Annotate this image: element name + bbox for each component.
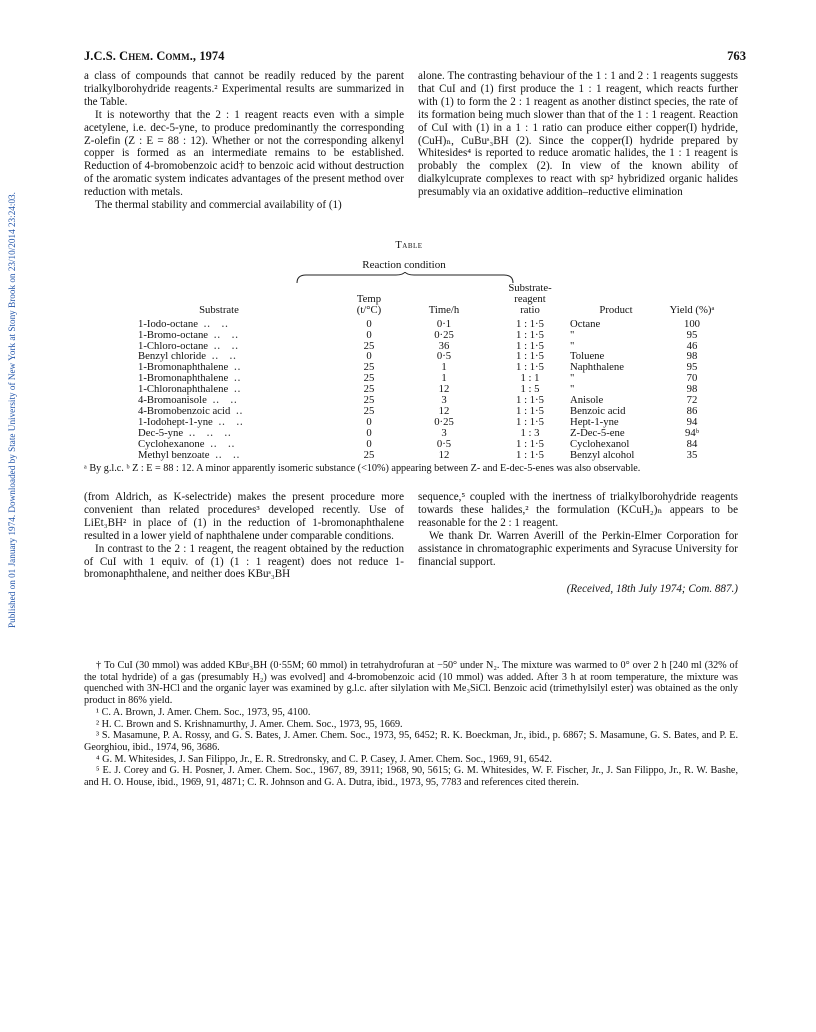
yield-cell: 46 — [686, 339, 698, 352]
header-yield: Yield (%)ᵃ — [669, 303, 715, 316]
yield-cell: 95 — [686, 328, 698, 341]
substrate-name: 1-Bromo-octane — [138, 328, 209, 341]
product-cell: Anisole — [570, 394, 604, 407]
product-cell: " — [570, 339, 575, 352]
substrate-name: Methyl benzoate — [138, 448, 210, 461]
temp-cell: 0 — [366, 328, 372, 341]
leader-dots: ‥ ‥ — [213, 339, 243, 352]
footnote-dagger: † To CuI (30 mmol) was added KBuˢ₃BH (0·55M; 60 mmol) in tetrahydrofuran at −50° under N₂. The mixture was warmed to 0° over 2 h [240 ml (32% of the total hydride) of a gas (presumably H₂) was evolved] and 4-bromobenzoic acid (10 mmol) was added. After 3 h at room temperature, the mixture was quenched with 3N-HCl and the organic layer was examined by g.l.c. after silylation with Me₃SiCl. Benzoic acid (trimethylsilyl ester) was obtained as the only product in 86% yield. — [84, 660, 738, 707]
product-cell: Hept-1-yne — [570, 415, 619, 428]
ratio-cell: 1 : 1·5 — [516, 394, 544, 407]
yield-cell: 70 — [686, 372, 698, 385]
yield-cell: 100 — [683, 317, 701, 330]
yield-cell: 86 — [686, 404, 698, 417]
header-substrate: Substrate — [199, 303, 239, 316]
received-text: (Received, 18th July 1974; — [566, 583, 686, 596]
substrate-name: 1-Iodo-octane — [138, 317, 198, 330]
product-cell: " — [570, 372, 575, 385]
running-header — [84, 49, 225, 64]
acknowledgement: We thank Dr. Warren Averill of the Perkin-Elmer Corporation for assistance in chromatographic experiments and Syracuse University for financial support. — [418, 529, 738, 568]
substrate-name: 4-Bromobenzoic acid — [138, 404, 231, 417]
substrate-name: 1-Iodohept-1-yne — [138, 415, 213, 428]
leader-dots: ‥ ‥ — [209, 437, 239, 450]
download-provenance-sidebar — [6, 150, 18, 670]
product-cell: " — [570, 383, 575, 396]
time-cell: 0·25 — [434, 415, 454, 428]
substrate-name: 4-Bromoanisole — [138, 394, 207, 407]
body-left-column-bottom — [84, 491, 404, 581]
ratio-cell: 1 : 1·5 — [516, 448, 544, 461]
substrate-name: 1-Chloronaphthalene — [138, 383, 229, 396]
product-cell: Cyclohexanol — [570, 437, 630, 450]
time-cell: 12 — [438, 404, 450, 417]
temp-cell: 0 — [366, 317, 372, 330]
ratio-cell: 1 : 1·5 — [516, 437, 544, 450]
substrate-name: Cyclohexanone — [138, 437, 205, 450]
leader-dots: ‥ ‥ — [211, 350, 241, 363]
table-header-row — [138, 283, 722, 319]
paragraph: a class of compounds that cannot be readily reduced by the parent trialkylborohydride reagents.² Experimental results are summarized in the Table. — [84, 70, 404, 108]
leader-dots: ‥ ‥ — [218, 415, 248, 428]
leader-dots: ‥ ‥ ‥ — [188, 426, 236, 439]
header-ratio: Substrate- reagent ratio — [508, 282, 552, 316]
ratio-cell: 1 : 3 — [520, 426, 540, 439]
temp-cell: 0 — [366, 437, 372, 450]
reference-4: ⁴ G. M. Whitesides, J. San Filippo, Jr., E. R. Stredronsky, and C. P. Casey, J. Amer. Chem. Soc., 1969, 91, 6542. — [96, 753, 552, 765]
body-right-column-bottom — [418, 491, 738, 596]
temp-cell: 25 — [363, 361, 375, 374]
leader-dots: ‥ ‥ — [214, 448, 244, 461]
reference-5: ⁵ E. J. Corey and G. H. Posner, J. Amer. Chem. Soc., 1967, 89, 3911; 1968, 90, 5615; G. M. Whitesides, W. F. Fischer, Jr., J. San Filippo, Jr., R. W. Bashe, and H. O. House, ibid., 1969, 91, 4871; C. R. Johnson and G. A. Dutra, ibid., 1973, 95, 7783 and references cited therein. — [84, 765, 738, 789]
product-cell: Benzoic acid — [570, 404, 626, 417]
reaction-condition-header: Reaction condition — [362, 259, 446, 271]
body-left-column-top — [84, 70, 404, 212]
substrate-name: 1-Bromonaphthalene — [138, 372, 229, 385]
leader-dots: ‥ — [233, 383, 245, 396]
time-cell: 0·5 — [436, 350, 452, 363]
received-date — [418, 583, 738, 596]
product-cell: Naphthalene — [570, 361, 625, 374]
ratio-cell: 1 : 1·5 — [516, 317, 544, 330]
yield-cell: 72 — [686, 394, 698, 407]
paragraph: It is noteworthy that the 2 : 1 reagent reacts even with a simple acetylene, i.e. dec-5-yne, to produce predominantly the corresponding Z-olefin (Z : E = 88 : 12). Whether or not the corresponding alkenyl copper is formed as an intermediate remains to be established. Reduction of 4-bromobenzoic acid† to benzoic acid without destruction of the aromatic system indicates advantages of the present method over reduction with metals. — [84, 108, 404, 199]
time-cell: 1 — [441, 372, 447, 385]
paragraph: alone. The contrasting behaviour of the 1 : 1 and 2 : 1 reagents suggests that CuI and (1) first produce the 1 : 1 reagent, which reacts further with (1) to form the 2 : 1 reagent as another distinct species, the rate of its formation being much slower than that of the 1 : 1 reagent. Reaction of CuI with (1) in a 1 : 1 ratio can produce either copper(I) hydride, (CuH)ₙ, CuBuˢ₃BH (2). Since the copper(I) hydride prepared by Whitesides⁴ is reported to reduce aromatic halides, the 1 : 1 reagent is probably the complex (2). In view of the known ability of dialkylcuprate complexes to react with sp² hybridized organic halides presumably via an oxidative addition–reductive elimination — [418, 70, 738, 199]
temp-cell: 25 — [363, 448, 375, 461]
ratio-cell: 1 : 1 — [520, 372, 540, 385]
yield-cell: 98 — [686, 383, 698, 396]
ratio-cell: 1 : 1·5 — [516, 328, 544, 341]
temp-cell: 0 — [366, 426, 372, 439]
leader-dots: ‥ — [233, 372, 245, 385]
body-right-column-top — [418, 70, 738, 199]
temp-cell: 25 — [363, 404, 375, 417]
leader-dots: ‥ ‥ — [203, 317, 233, 330]
time-cell: 12 — [438, 448, 450, 461]
temp-cell: 25 — [363, 372, 375, 385]
ratio-cell: 1 : 1·5 — [516, 415, 544, 428]
product-cell: " — [570, 328, 575, 341]
substrate-name: Benzyl chloride — [138, 350, 206, 363]
results-table — [138, 283, 722, 461]
ratio-cell: 1 : 5 — [520, 383, 540, 396]
time-cell: 0·5 — [436, 437, 452, 450]
yield-cell: 94ᵇ — [685, 426, 699, 439]
temp-cell: 25 — [363, 394, 375, 407]
leader-dots: ‥ ‥ — [212, 394, 242, 407]
ratio-cell: 1 : 1·5 — [516, 339, 544, 352]
paragraph: The thermal stability and commercial availability of (1) — [95, 199, 342, 212]
time-cell: 3 — [441, 426, 447, 439]
communication-number: Com. 887.) — [688, 583, 738, 596]
header-temp: Temp (t/°C) — [356, 292, 382, 316]
header-product: Product — [599, 303, 633, 316]
yield-cell: 95 — [686, 361, 698, 374]
reference-2: ² H. C. Brown and S. Krishnamurthy, J. Amer. Chem. Soc., 1973, 95, 1669. — [96, 718, 403, 730]
reference-3: ³ S. Masamune, P. A. Rossy, and G. S. Bates, J. Amer. Chem. Soc., 1973, 95, 6452; R. K. Boeckman, Jr., ibid., p. 6867; S. Masamune, G. S. Bates, and P. E. Georghiou, ibid., 1974, 96, 3686. — [84, 730, 738, 753]
page-number: 763 — [727, 49, 746, 63]
journal-year: , 1974 — [192, 49, 225, 63]
temp-cell: 0 — [366, 350, 372, 363]
time-cell: 3 — [441, 394, 447, 407]
leader-dots: ‥ — [235, 404, 247, 417]
paragraph: In contrast to the 2 : 1 reagent, the reagent obtained by the reduction of CuI with 1 equiv. of (1) (1 : 1 reagent) does not reduce 1-bromonaphthalene, and neither does KBuˢ₃BH — [84, 542, 404, 581]
header-time: Time/h — [428, 303, 460, 316]
product-cell: Toluene — [570, 350, 605, 363]
ratio-cell: 1 : 1·5 — [516, 350, 544, 363]
table-row — [138, 450, 722, 461]
paragraph: (from Aldrich, as K-selectride) makes the present procedure more convenient than related procedures³ developed recently. Use of LiEt₃BH² in place of (1) in the reduction of 1-bromonaphthalene resulted in a lower yield of naphthalene under comparable conditions. — [84, 491, 404, 542]
time-cell: 36 — [438, 339, 450, 352]
provenance-text: Published on 01 January 1974. Downloaded by State University of New York at Stony Brook on 23/10/2014 23:24:03. — [7, 192, 17, 628]
leader-dots: ‥ — [233, 361, 245, 374]
substrate-cell — [138, 450, 340, 461]
substrate-name: 1-Bromonaphthalene — [138, 361, 229, 374]
yield-cell: 98 — [686, 350, 698, 363]
journal-prefix: J.C.S. — [84, 49, 116, 63]
time-cell: 1 — [441, 361, 447, 374]
time-cell: 12 — [438, 383, 450, 396]
temp-cell: 25 — [363, 383, 375, 396]
temp-cell: 0 — [366, 415, 372, 428]
table-title: Table — [395, 240, 423, 251]
ratio-cell: 1 : 1·5 — [516, 361, 544, 374]
ratio-cell: 1 : 1·5 — [516, 404, 544, 417]
paragraph: sequence,⁵ coupled with the inertness of trialkylborohydride reagents towards these halides,² the formulation (KCuH₂)ₙ appears to be reasonable for the 2 : 1 reagent. — [418, 491, 738, 529]
table-footnote: ᵃ By g.l.c. ᵇ Z : E = 88 : 12. A minor apparently isomeric substance (<10%) appearing between Z- and E-dec-5-enes was also observable. — [84, 463, 641, 474]
yield-cell: 35 — [686, 448, 698, 461]
substrate-name: Dec-5-yne — [138, 426, 184, 439]
reference-1: ¹ C. A. Brown, J. Amer. Chem. Soc., 1973, 95, 4100. — [96, 706, 311, 718]
temp-cell: 25 — [363, 339, 375, 352]
time-cell: 0·25 — [434, 328, 454, 341]
product-cell: Z-Dec-5-ene — [570, 426, 625, 439]
leader-dots: ‥ ‥ — [213, 328, 243, 341]
footnotes — [84, 660, 738, 789]
product-cell: Benzyl alcohol — [570, 448, 635, 461]
yield-cell: 84 — [686, 437, 698, 450]
journal-name: Chem. Comm. — [119, 49, 193, 63]
substrate-name: 1-Chloro-octane — [138, 339, 209, 352]
yield-cell: 94 — [686, 415, 698, 428]
product-cell: Octane — [570, 317, 601, 330]
time-cell: 0·1 — [436, 317, 452, 330]
